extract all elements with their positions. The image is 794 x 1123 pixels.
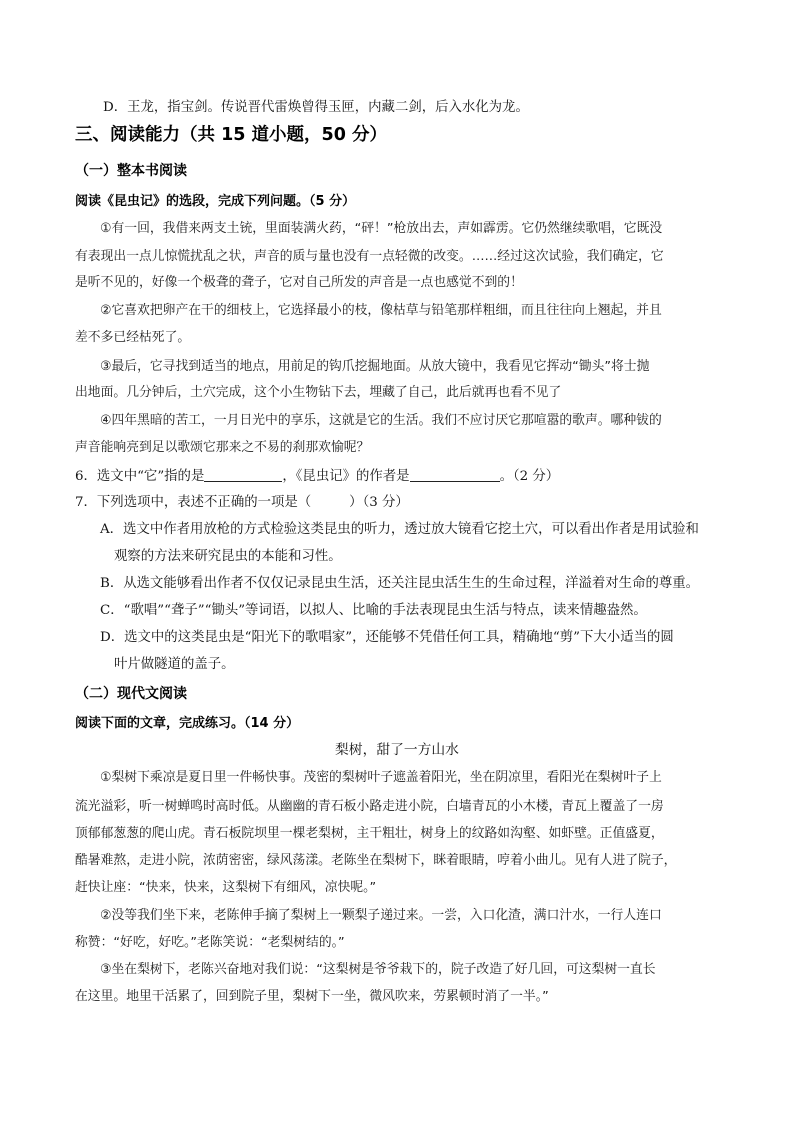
- option-b: B．从选文能够看出作者不仅仅记录昆虫生活，还关注昆虫活生生的生命过程，洋溢着对生命的尊重。: [100, 576, 700, 591]
- option-a-line: 观察的方法来研究昆虫的本能和习性。: [114, 549, 342, 564]
- excerpt-line: ④四年黑暗的苦工，一月日光中的享乐，这就是它的生活。我们不应讨厌它那喧嚣的歌声。哪种钹的: [100, 413, 662, 428]
- option-d-line: 叶片做隧道的盖子。: [114, 657, 235, 672]
- previous-option-d: D．王龙，指宝剑。传说晋代雷焕曾得玉匣，内藏二剑，后入水化为龙。: [103, 100, 529, 115]
- option-c: C．“歌唱”“聋子”“锄头”等词语，以拟人、比喻的手法表现昆虫生活与特点，读来情趣盎然。: [100, 603, 647, 618]
- question-6-text-c: 。（2 分）: [499, 469, 560, 484]
- article-line: 流光溢彩，听一树蝉鸣时高时低。从幽幽的青石板小路走进小院，白墙青瓦的小木楼，青瓦上覆盖了一房: [75, 799, 664, 814]
- part1-heading: （一）整本书阅读: [75, 163, 187, 179]
- question-7: [75, 491, 409, 510]
- option-a-line: A．选文中作者用放枪的方式检验这类昆虫的听力，透过放大镜看它挖土穴，可以看出作者是用试验和: [100, 522, 699, 537]
- question-6: [75, 465, 559, 484]
- article-line: 酷暑难熬，走进小院，浓荫密密，绿风荡漾。老陈坐在梨树下，眯着眼睛，哼着小曲儿。见有人进了院子，: [75, 853, 677, 868]
- excerpt-line: 差不多已经枯死了。: [75, 330, 191, 345]
- question-7-stem-a: 7．下列选项中，表述不正确的一项是（: [75, 495, 312, 510]
- question-6-text-a: 6．选文中“它”指的是: [75, 469, 205, 484]
- excerpt-line: 有表现出一点儿惊慌扰乱之状，声音的质与量也没有一点轻微的改变。……经过这次试验，我们确定，它: [75, 249, 664, 264]
- excerpt-line: 出地面。几分钟后，土穴完成，这个小生物钻下去，埋藏了自己，此后就再也看不见了: [75, 385, 562, 400]
- article-line: 赶快让座：“快来，快来，这梨树下有细风，凉快呢。”: [75, 880, 377, 895]
- part2-heading: （二）现代文阅读: [75, 686, 187, 702]
- excerpt-line: ①有一回，我借来两支土铳，里面装满火药，“砰！”枪放出去，声如霹雳。它仍然继续歌唱，它既没: [100, 221, 663, 236]
- option-d-line: D．选文中的这类昆虫是“阳光下的歌唱家”，还能够不凭借任何工具，精确地“剪”下大小适当的圆: [100, 630, 674, 645]
- article-line: ②没等我们坐下来，老陈伸手摘了梨树上一颗梨子递过来。一尝，入口化渣，满口汁水，一行人连口: [100, 908, 662, 923]
- article-line: ③坐在梨树下，老陈兴奋地对我们说：“这梨树是爷爷栽下的，院子改造了好几回，可这梨树一直长: [100, 962, 656, 977]
- article-line: 顶郁郁葱葱的爬山虎。青石板院坝里一棵老梨树，主干粗壮，树身上的纹路如沟壑、如虾壁。正值盛夏，: [75, 826, 664, 841]
- question-6-text-b: ，《昆虫记》的作者是: [282, 469, 410, 484]
- excerpt-line: 声音能响亮到足以歌颂它那来之不易的刹那欢愉呢？: [75, 440, 370, 455]
- question-7-stem-b: ）（3 分）: [349, 495, 409, 510]
- answer-blank-author[interactable]: [410, 468, 500, 482]
- excerpt-line: ②它喜欢把卵产在干的细枝上，它选择最小的枝，像枯草与铅笔那样粗细，而且往往向上翘起，并且: [100, 303, 662, 318]
- excerpt-line: 是听不见的，好像一个极聋的聋子，它对自己所发的声音是一点也感觉不到的！: [75, 275, 523, 290]
- part1-instruction: 阅读《昆虫记》的选段，完成下列问题。（5 分）: [75, 194, 356, 209]
- answer-blank-it[interactable]: [204, 468, 282, 482]
- article-title: 梨树，甜了一方山水: [335, 742, 459, 758]
- article-line: ①梨树下乘凉是夏日里一件畅快事。茂密的梨树叶子遮盖着阳光，坐在阴凉里，看阳光在梨树叶子上: [100, 770, 662, 785]
- excerpt-line: ③最后，它寻找到适当的地点，用前足的钩爪挖掘地面。从放大镜中，我看见它挥动“锄头”将士抛: [100, 359, 650, 374]
- part2-instruction: 阅读下面的文章，完成练习。（14 分）: [75, 716, 300, 731]
- section-heading: 三、阅读能力（共 15 道小题，50 分）: [75, 125, 387, 145]
- article-line: 在这里。地里干活累了，回到院子里，梨树下一坐，微风吹来，劳累顿时消了一半。”: [75, 989, 549, 1004]
- article-line: 称赞：“好吃，好吃。”老陈笑说：“老梨树结的。”: [75, 935, 345, 950]
